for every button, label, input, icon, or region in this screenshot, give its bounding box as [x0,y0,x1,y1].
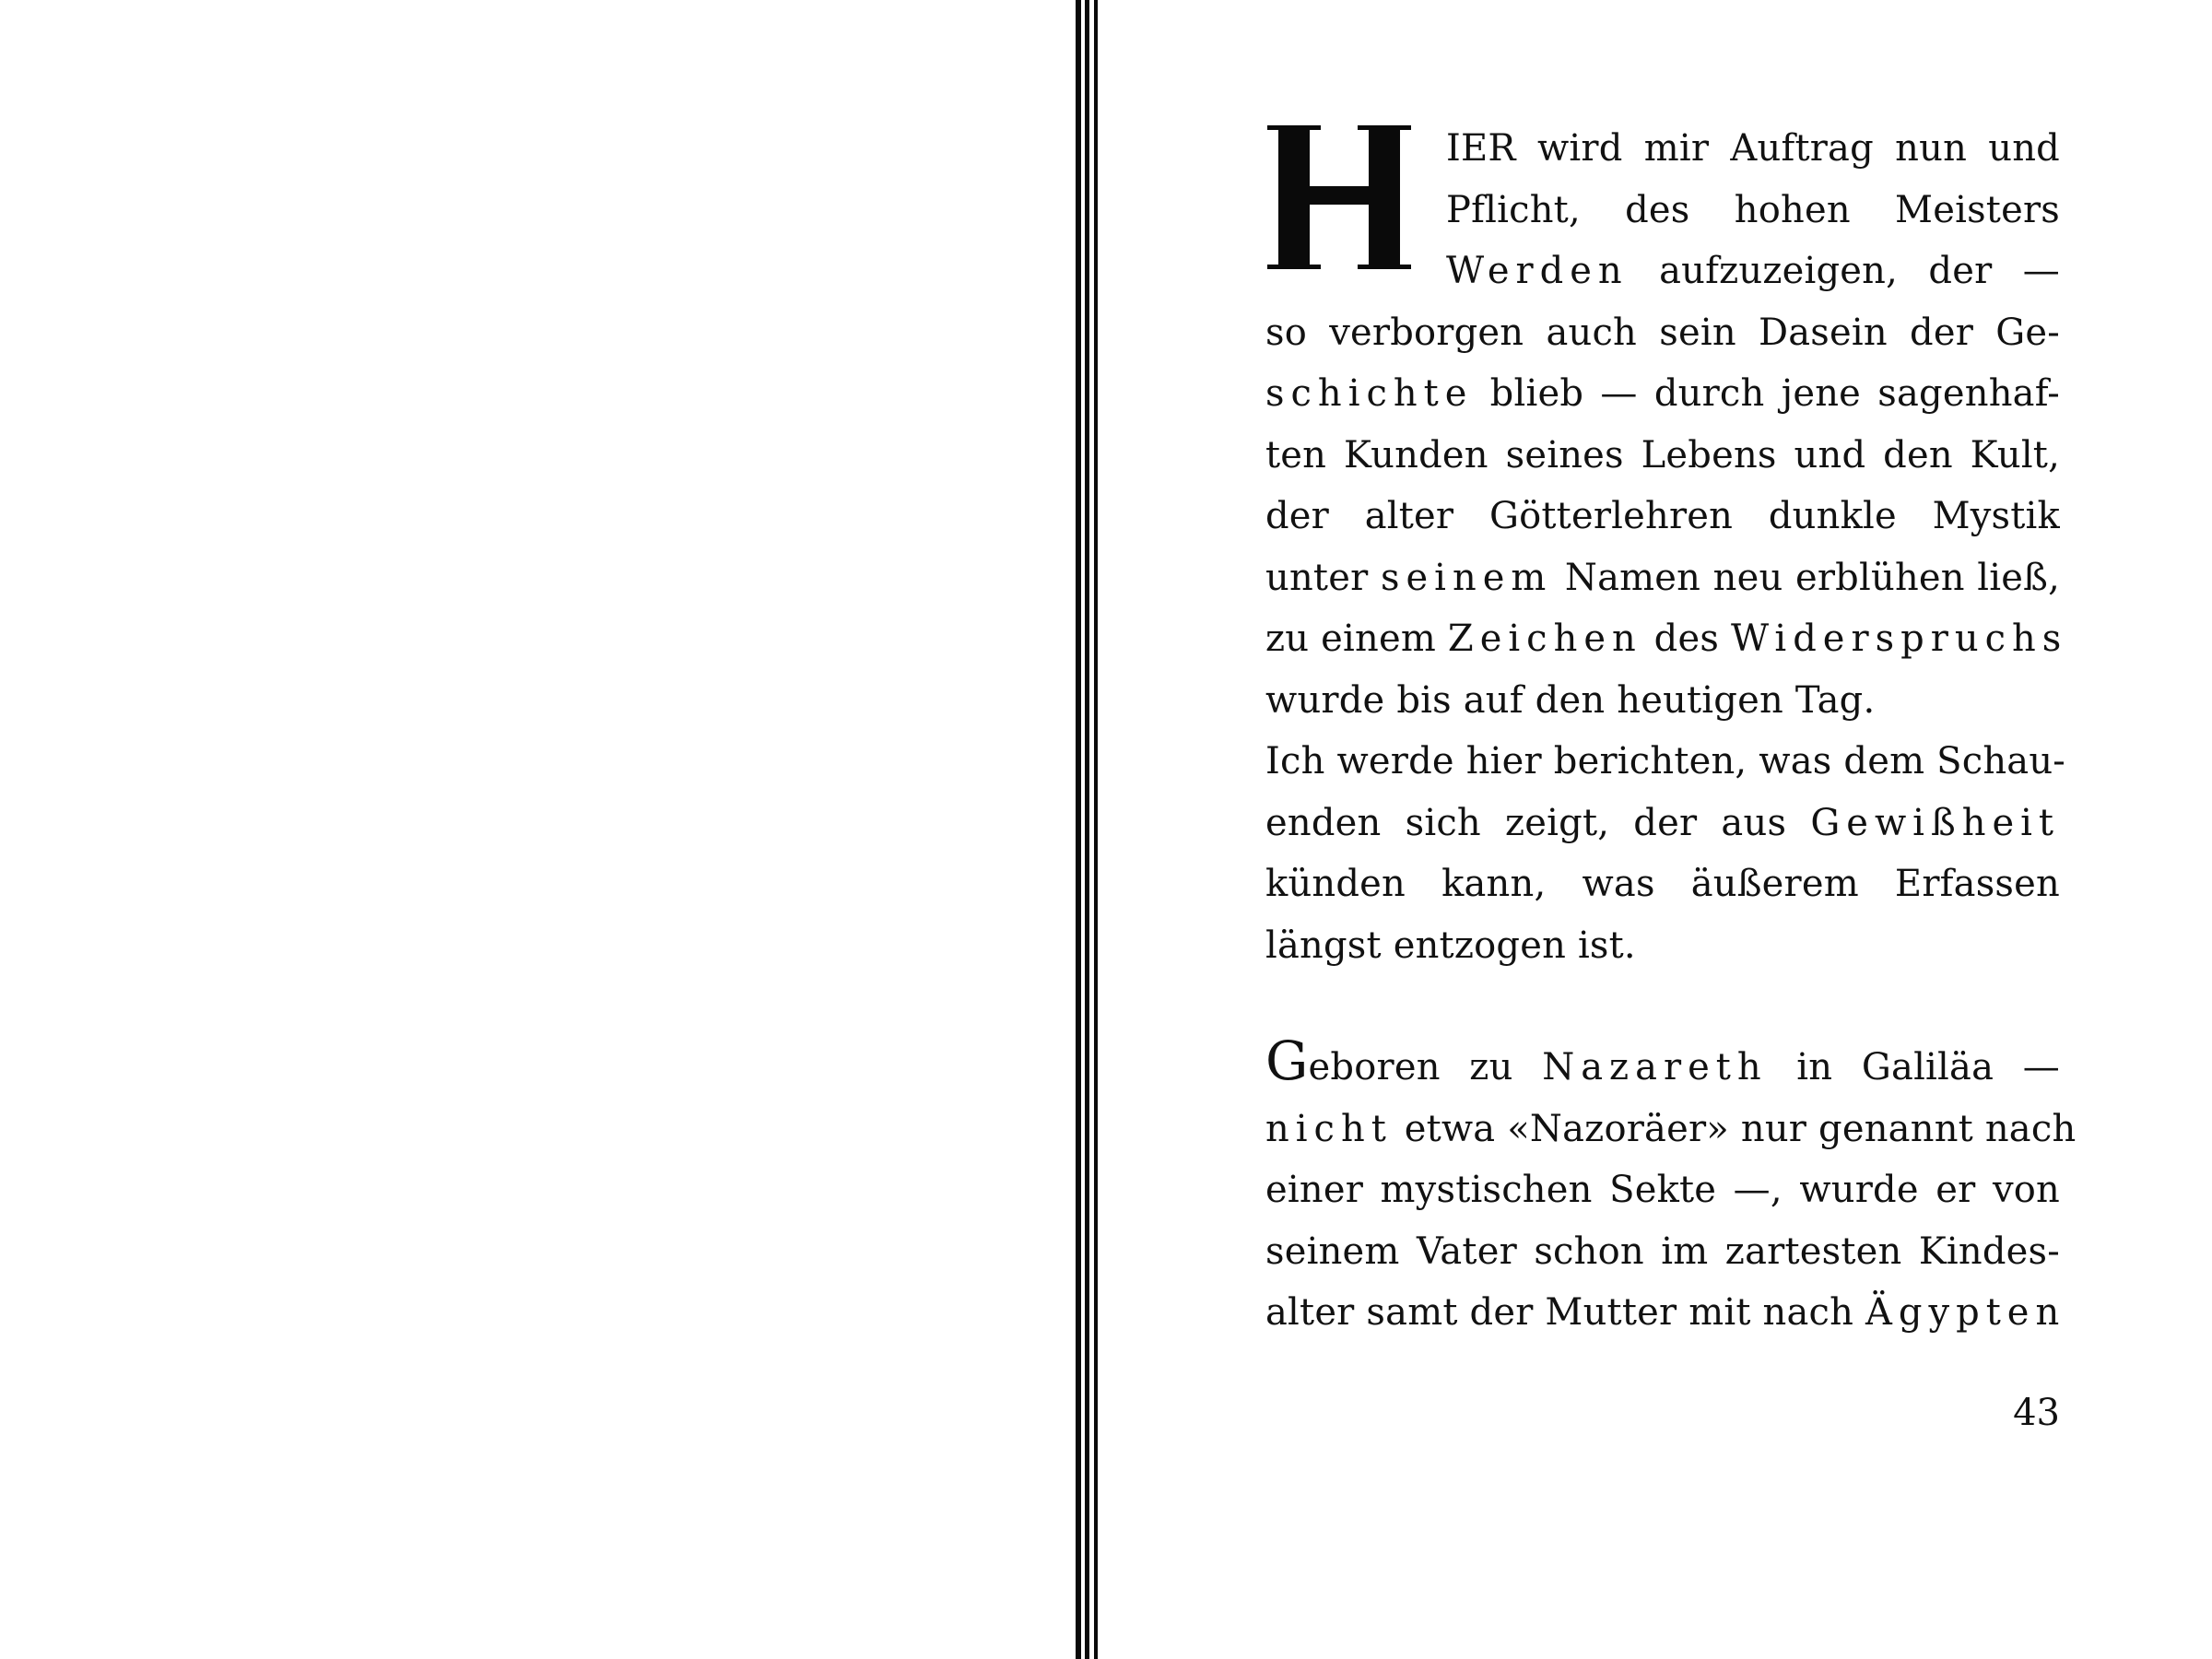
text-line: seinem Vater schon im zartesten Kindes- [1265,1230,2060,1273]
text-line: alter samt der Mutter mit nach Ägypten [1265,1291,2066,1334]
text-line: Ich werde hier berichten, was dem Schau- [1265,740,2065,782]
text-line: Pflicht, des hohen Meisters [1446,188,2060,231]
text-line: so verborgen auch sein Dasein der Ge- [1265,311,2060,354]
text-line: schichte blieb — durch jene sagenhaf- [1265,372,2060,415]
initial-letter: G [1265,1030,1309,1092]
paragraph-2 [1265,731,2065,976]
text-line: enden sich zeigt, der aus Gewißheit [1265,801,2060,844]
text-line: Werden aufzuzeigen, der — [1446,250,2060,292]
text-line: Geboren zu Nazareth in Galiläa — [1265,1030,2060,1092]
text-line: künden kann, was äußerem Erfassen [1265,863,2060,905]
book-gutter [1074,0,1111,1659]
page-number: 43 [2013,1392,2060,1434]
gutter-rule [1076,0,1081,1659]
drop-cap-glyph [1265,124,1420,271]
text-line: zu einem Zeichen des Widerspruchs [1265,618,2068,660]
drop-cap [1265,124,1420,271]
text-line: wurde bis auf den heutigen Tag. [1265,678,1876,722]
left-page-blank [0,0,1069,1659]
gutter-rule [1094,0,1098,1659]
text-line: der alter Götterlehren dunkle Mystik [1265,495,2060,537]
text-line: längst entzogen ist. [1265,924,1636,967]
paragraph-gap [1265,976,2060,1037]
text-line: einer mystischen Sekte —, wurde er von [1265,1169,2060,1211]
right-page [1111,0,2212,1659]
text-line: nicht etwa «Nazoräer» nur genannt nach [1265,1107,2077,1150]
text-line: IER wird mir Auftrag nun und [1446,127,2060,170]
paragraph-1 [1265,118,2068,731]
paragraph-3 [1265,1030,2077,1344]
text-line: unter seinem Namen neu erblühen ließ, [1265,556,2060,599]
body-text [1265,118,2077,1344]
gutter-rule [1085,0,1089,1659]
text-line: ten Kunden seines Lebens und den Kult, [1265,433,2060,477]
